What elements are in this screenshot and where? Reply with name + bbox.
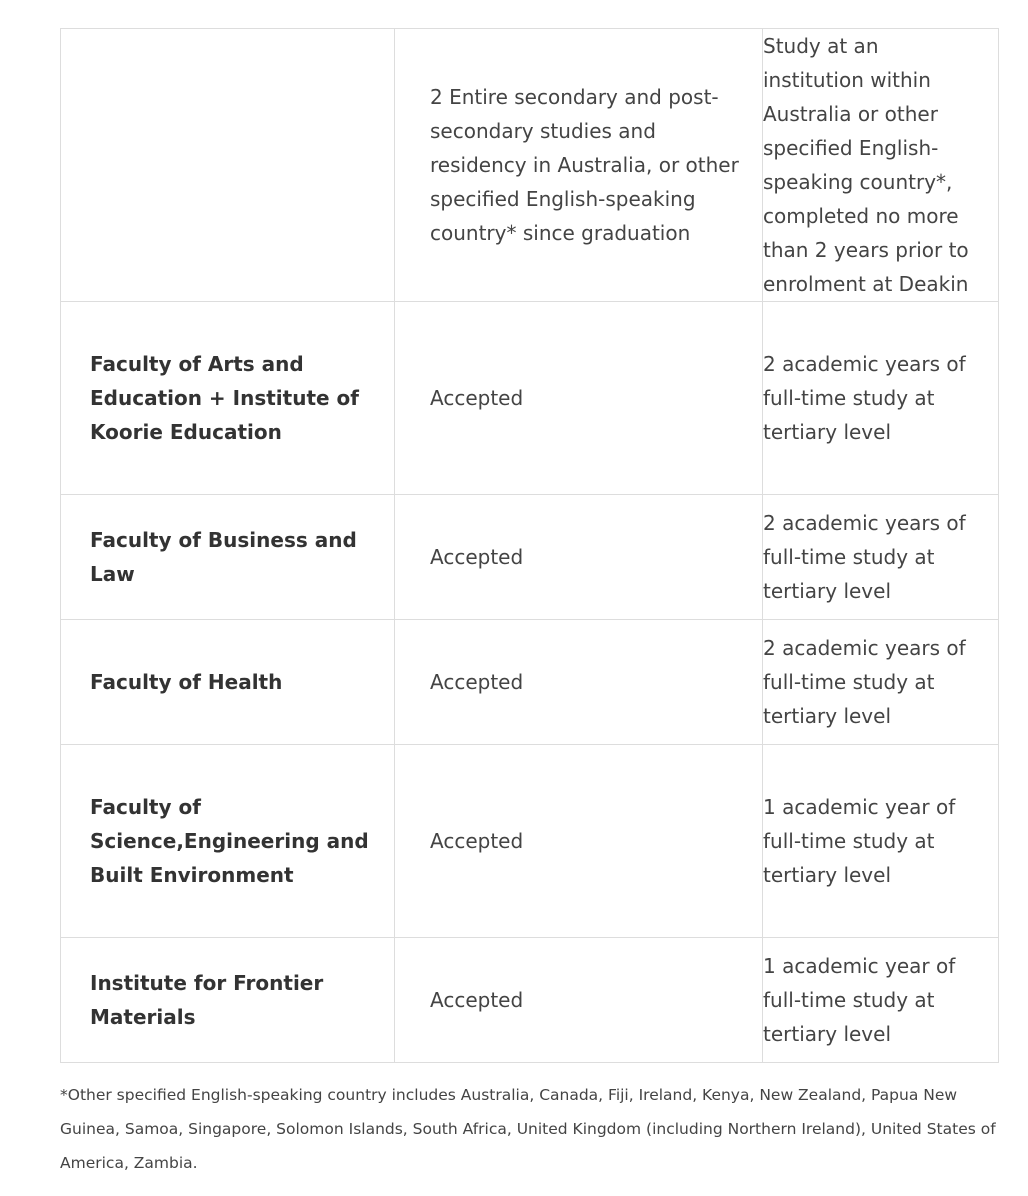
secondary-cell <box>395 938 763 1063</box>
table-row <box>61 745 999 938</box>
header-study-text: Study at an institution within Australia or other specified English-speaking country*, completed no more than 2 years prior to enrolment at Deakin <box>763 34 969 296</box>
faculty-cell <box>61 938 395 1063</box>
study-cell <box>763 302 999 495</box>
secondary-value: Accepted <box>430 829 524 853</box>
faculty-name: Faculty of Arts and Education + Institute of Koorie Education <box>90 352 359 444</box>
study-cell <box>763 620 999 745</box>
study-value: 2 academic years of full-time study at tertiary level <box>763 511 966 603</box>
secondary-value: Accepted <box>430 670 524 694</box>
table-row <box>61 302 999 495</box>
secondary-cell <box>395 620 763 745</box>
secondary-cell <box>395 745 763 938</box>
study-value: 2 academic years of full-time study at tertiary level <box>763 636 966 728</box>
header-cell-secondary-studies <box>395 29 763 302</box>
secondary-value: Accepted <box>430 988 524 1012</box>
table-row <box>61 620 999 745</box>
table-header-row <box>61 29 999 302</box>
faculty-name: Faculty of Science,Engineering and Built Environment <box>90 795 369 887</box>
faculty-name: Institute for Frontier Materials <box>90 971 324 1029</box>
header-cell-institution-study <box>763 29 999 302</box>
secondary-cell <box>395 495 763 620</box>
study-value: 2 academic years of full-time study at tertiary level <box>763 352 966 444</box>
secondary-cell <box>395 302 763 495</box>
study-cell <box>763 495 999 620</box>
study-value: 1 academic year of full-time study at tertiary level <box>763 795 956 887</box>
secondary-value: Accepted <box>430 386 524 410</box>
table-row <box>61 495 999 620</box>
table-row <box>61 938 999 1063</box>
faculty-cell <box>61 302 395 495</box>
faculty-cell <box>61 745 395 938</box>
header-secondary-text: 2 Entire secondary and post-secondary studies and residency in Australia, or other specified English-speaking country* since graduation <box>430 85 739 245</box>
faculty-name: Faculty of Business and Law <box>90 528 357 586</box>
english-country-footnote: *Other specified English-speaking country includes Australia, Canada, Fiji, Ireland, Kenya, New Zealand, Papua New Guinea, Samoa, Singapore, Solomon Islands, South Africa, United Kingdom (including Northern Ireland), United States of America, Zambia. <box>60 1086 996 1172</box>
header-cell-empty <box>61 29 395 302</box>
faculty-cell <box>61 620 395 745</box>
secondary-value: Accepted <box>430 545 524 569</box>
study-value: 1 academic year of full-time study at tertiary level <box>763 954 956 1046</box>
faculty-name: Faculty of Health <box>90 670 283 694</box>
study-cell <box>763 745 999 938</box>
faculty-cell <box>61 495 395 620</box>
study-cell <box>763 938 999 1063</box>
english-requirements-table <box>60 28 999 1063</box>
